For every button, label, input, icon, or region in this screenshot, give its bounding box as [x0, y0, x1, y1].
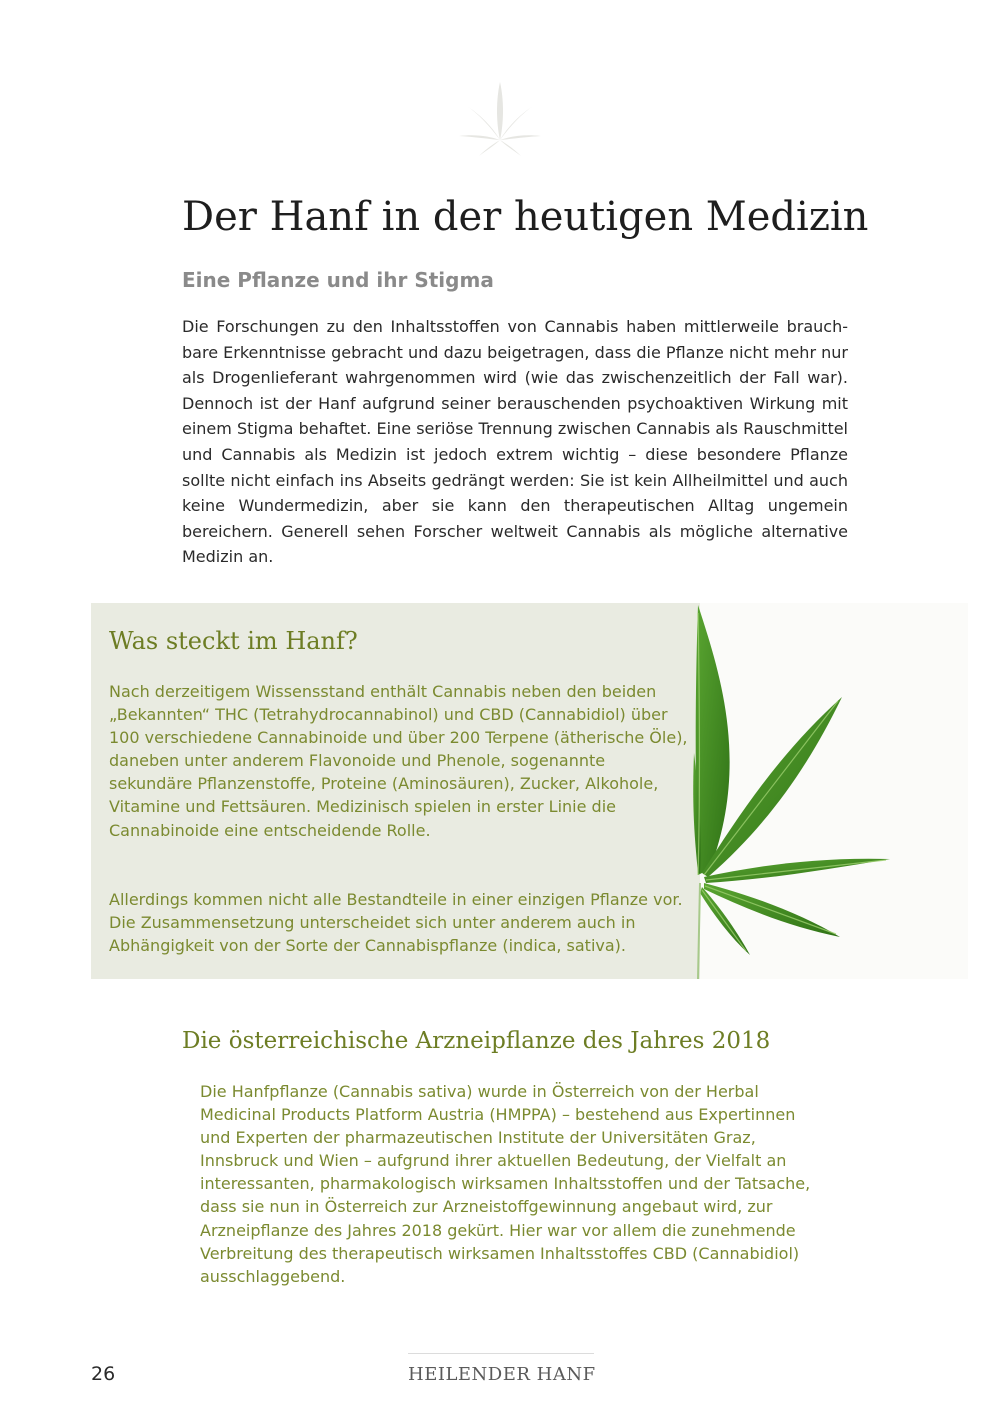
running-footer-title: HEILENDER HANF [408, 1364, 596, 1385]
infobox-paragraph-2: Allerdings kommen nicht alle Bestandteile in einer einzigen Pflanze vor. Die Zusammensetzung unterscheidet sich unter anderem auch in Abhängigkeit von der Sorte der Cannabispflanze (indica, sativa). [109, 890, 683, 956]
cannabis-leaf-photo [690, 603, 900, 979]
intro-paragraph: Die Forschungen zu den Inhaltsstoffen von Cannabis haben mittlerweile brauchbare Erkenntnisse gebracht und dazu beigetragen, dass die Pflanze nicht mehr nur als Drogenlieferant wahrgenommen wird (wie das zwischenzeitlich der Fall war). Dennoch ist der Hanf aufgrund seiner berauschenden psychoaktiven Wirkung mit einem Stigma behaftet. Eine seriöse Trennung zwischen Cannabis als Rauschmittel und Cannabis als Medizin ist jedoch extrem wichtig – diese besondere Pflanze sollte nicht einfach ins Abseits gedrängt werden: Sie ist kein Allheilmittel und auch keine Wundermedizin, aber sie kann den therapeutischen Alltag ungemein bereichern. Generell sehen Forscher weltweit Cannabis als mögliche alternative Medizin an. [182, 317, 848, 567]
cannabis-leaf-icon [455, 80, 545, 160]
infobox-title: Was steckt im Hanf? [109, 627, 358, 655]
section-paragraph: Die Hanfpflanze (Cannabis sativa) wurde in Österreich von der Herbal Medicinal Products Platform Austria (HMPPA) – bestehend aus Expertinnen und Experten der pharmazeutischen Institute der Universitäten Graz, Innsbruck und Wien – aufgrund ihrer aktuellen Bedeutung, der Vielfalt an interessanten, pharmakologisch wirksamen Inhaltsstoffen und der Tatsache, dass sie nun in Österreich zur Arzneistoffgewinnung angebaut wird, zur Arzneipflanze des Jahres 2018 gekürt. Hier war vor allem die zunehmende Verbreitung des therapeutisch wirksamen Inhaltsstoffes CBD (Cannabidiol) ausschlaggebend. [200, 1082, 811, 1286]
section-heading: Die österreichische Arzneipflanze des Jahres 2018 [182, 1028, 771, 1054]
page-number: 26 [91, 1363, 116, 1385]
section-subtitle: Eine Pflanze und ihr Stigma [182, 268, 494, 292]
infobox-paragraph-1: Nach derzeitigem Wissensstand enthält Cannabis neben den beiden „Bekannten“ THC (Tetrahydrocannabinol) und CBD (Cannabidiol) über 100 verschiedene Cannabinoide und über 200 Terpene (ätherische Öle), daneben unter anderem Flavonoide und Phenole, sogenannte sekundäre Pflanzenstoffe, Proteine (Aminosäuren), Zucker, Alkohole, Vitamine und Fettsäuren. Medizinisch spielen in erster Linie die Cannabinoide eine entscheidende Rolle. [109, 682, 688, 840]
page-title: Der Hanf in der heutigen Medizin [182, 194, 869, 240]
footer-divider [408, 1353, 594, 1354]
